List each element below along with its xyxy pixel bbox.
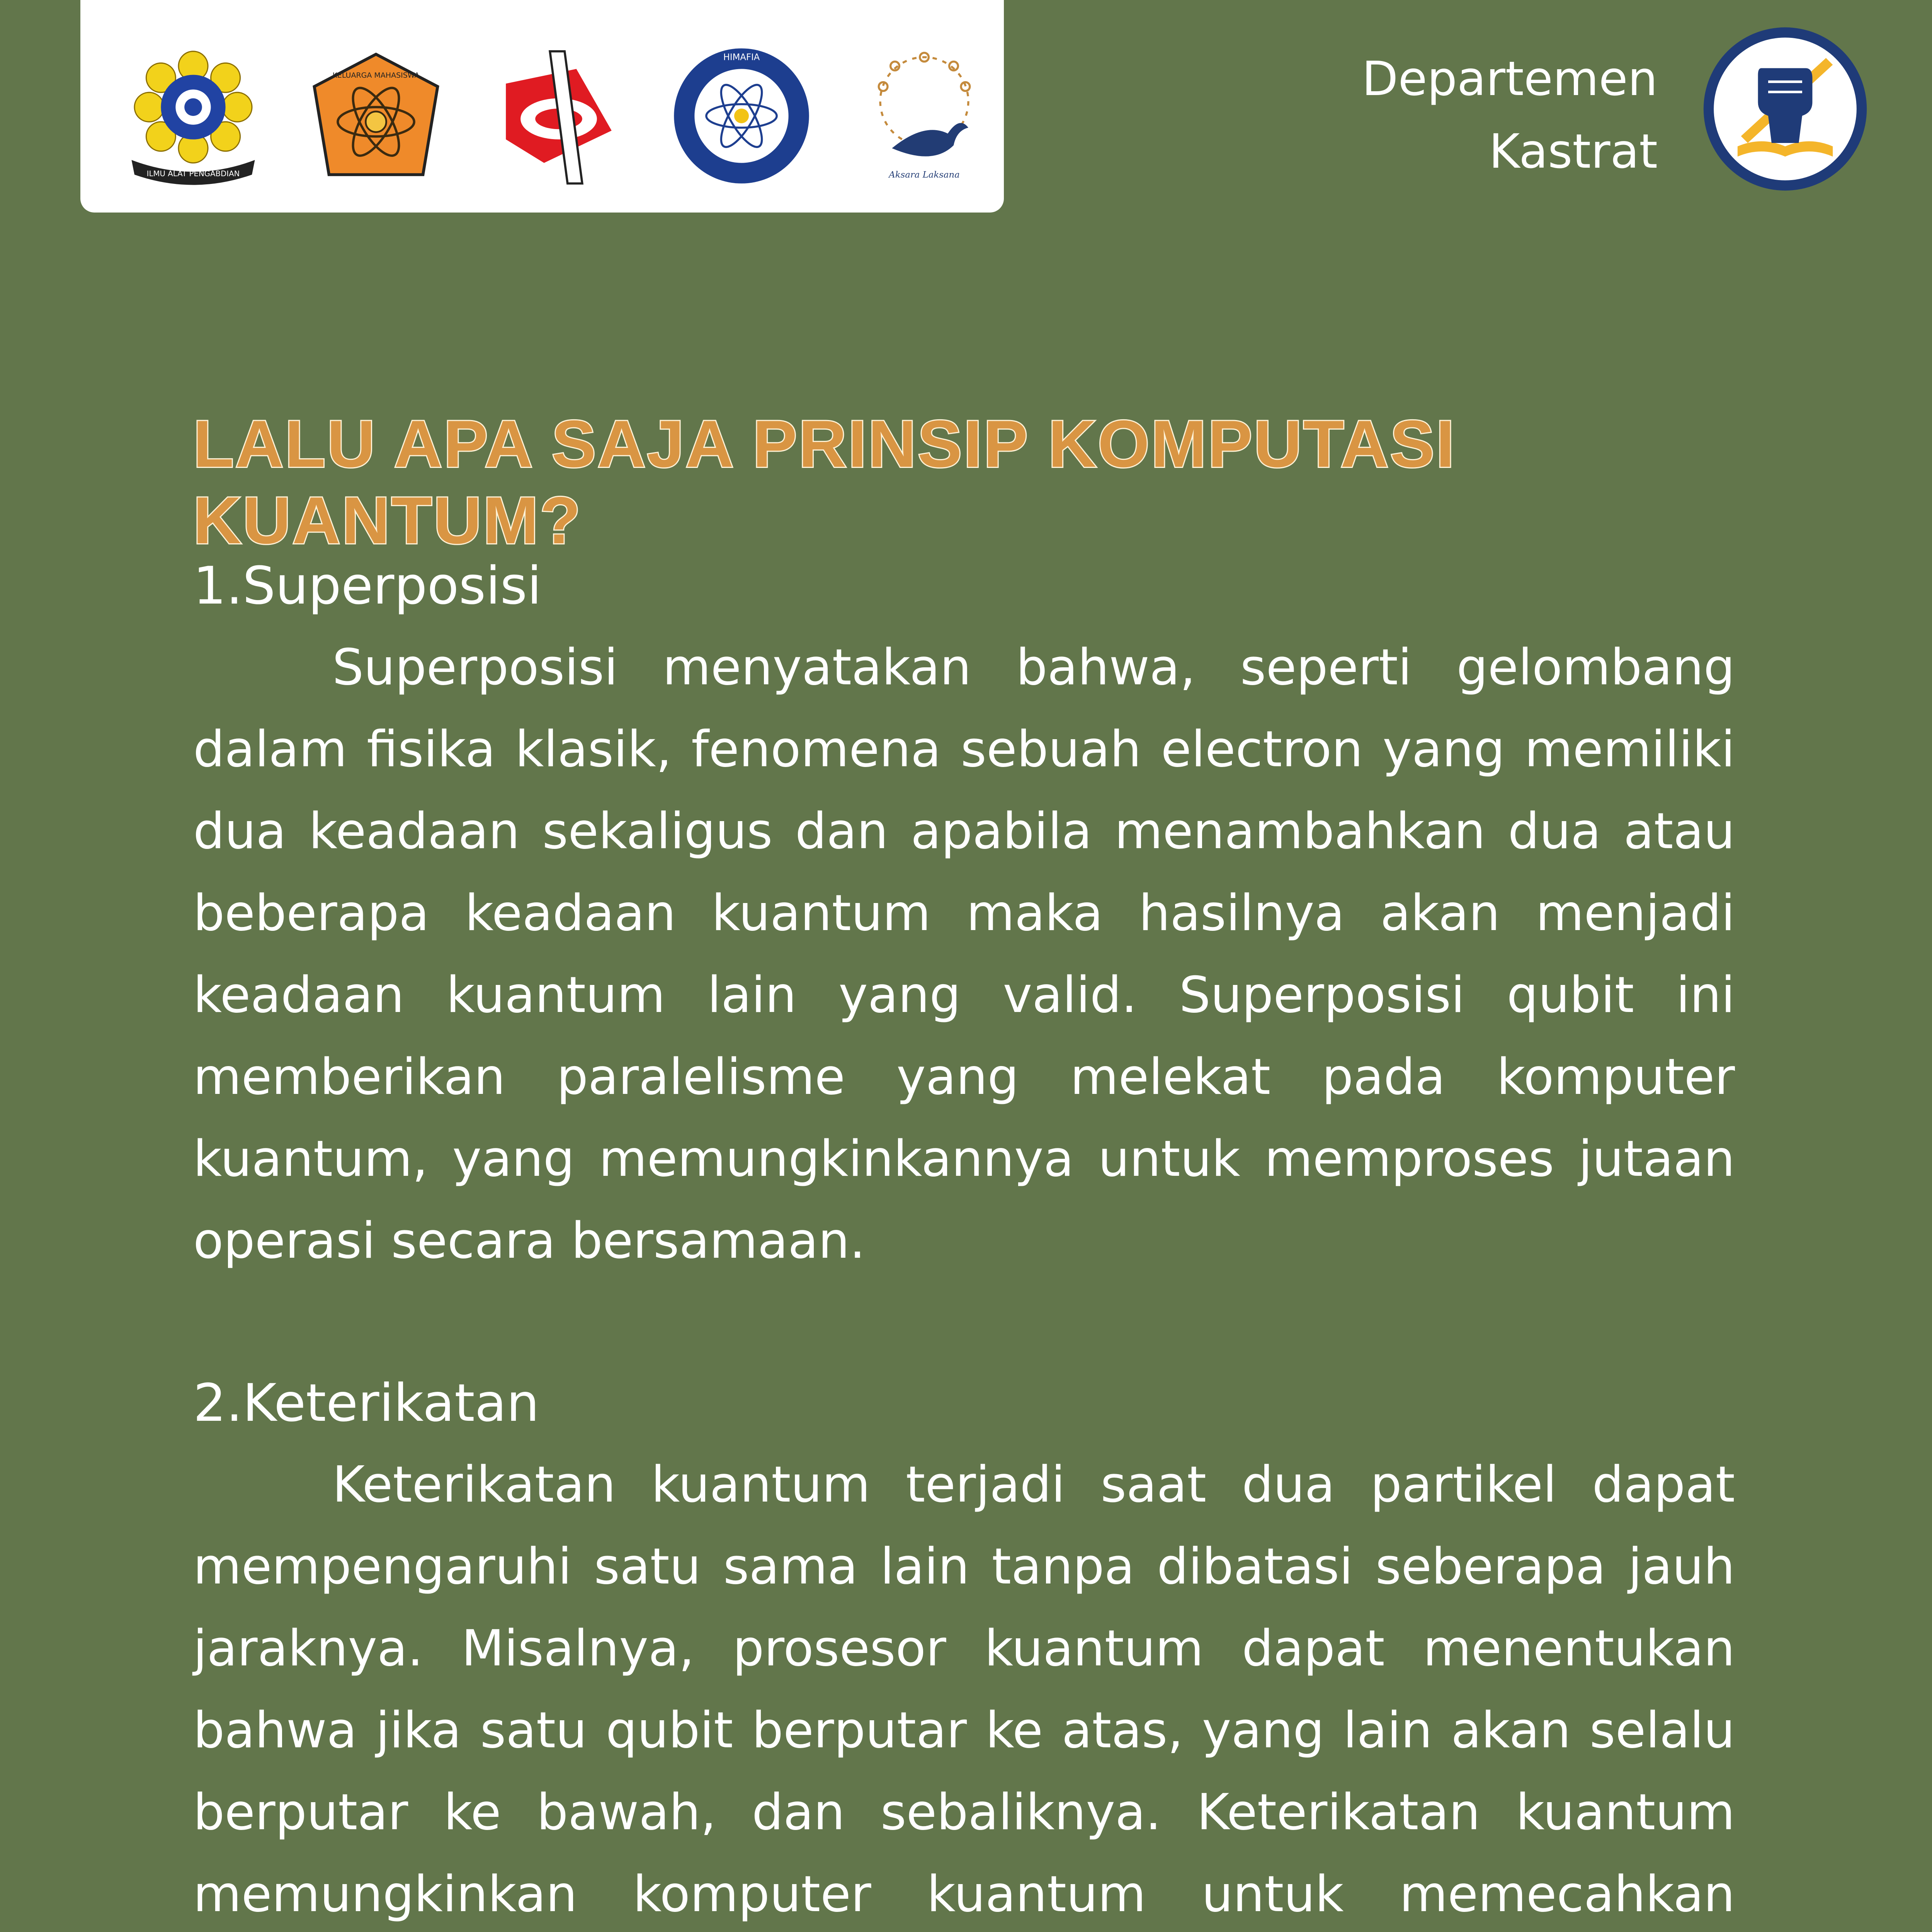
svg-text:KELUARGA MAHASISWA: KELUARGA MAHASISWA	[332, 71, 420, 80]
unsri-logo	[120, 43, 267, 189]
department-line-2: Kastrat	[1489, 124, 1658, 179]
section-body: Keterikatan kuantum terjadi saat dua partikel dapat mempengaruhi satu sama lain tanpa dibatasi seberapa jauh jaraknya. Misalnya, prosesor kuantum dapat menentukan bahwa jika satu qubit berputar ke atas, yang lain akan selalu berputar ke bawah, dan sebaliknya. Keterikatan kuantum memungkinkan komputer kuantum untuk memecahkan	[193, 1456, 1735, 1923]
kastrat-fist-logo	[1700, 24, 1870, 194]
department-line-1: Departemen	[1362, 51, 1658, 106]
section-keterikatan	[193, 1362, 1735, 1932]
svg-text:Aksara Laksana: Aksara Laksana	[889, 170, 960, 180]
section-superposisi	[193, 545, 1735, 1282]
kema-logo	[303, 43, 449, 189]
svg-text:HIMAFIA: HIMAFIA	[723, 52, 760, 63]
himafia-logo	[668, 43, 815, 189]
svg-text:ILMU ALAT PENGABDIAN: ILMU ALAT PENGABDIAN	[146, 169, 240, 178]
section-body: Superposisi menyatakan bahwa, seperti gelombang dalam fisika klasik, fenomena sebuah electron yang memiliki dua keadaan sekaligus dan apabila menambahkan dua atau beberapa keadaan kuantum maka hasilnya akan menjadi keadaan kuantum lain yang valid. Superposisi qubit ini memberikan paralelisme yang melekat pada komputer kuantum, yang memungkinkannya untuk memproses jutaan operasi secara bersamaan.	[193, 639, 1735, 1270]
logo-bar	[80, 0, 1004, 213]
page-title: LALU APA SAJA PRINSIP KOMPUTASI KUANTUM?	[193, 407, 1456, 558]
red-emblem-logo	[485, 43, 632, 189]
department-label	[1310, 43, 1658, 188]
section-heading: 1.Superposisi	[193, 556, 542, 616]
section-heading: 2.Keterikatan	[193, 1373, 539, 1433]
aksara-laksana-logo	[851, 43, 998, 189]
